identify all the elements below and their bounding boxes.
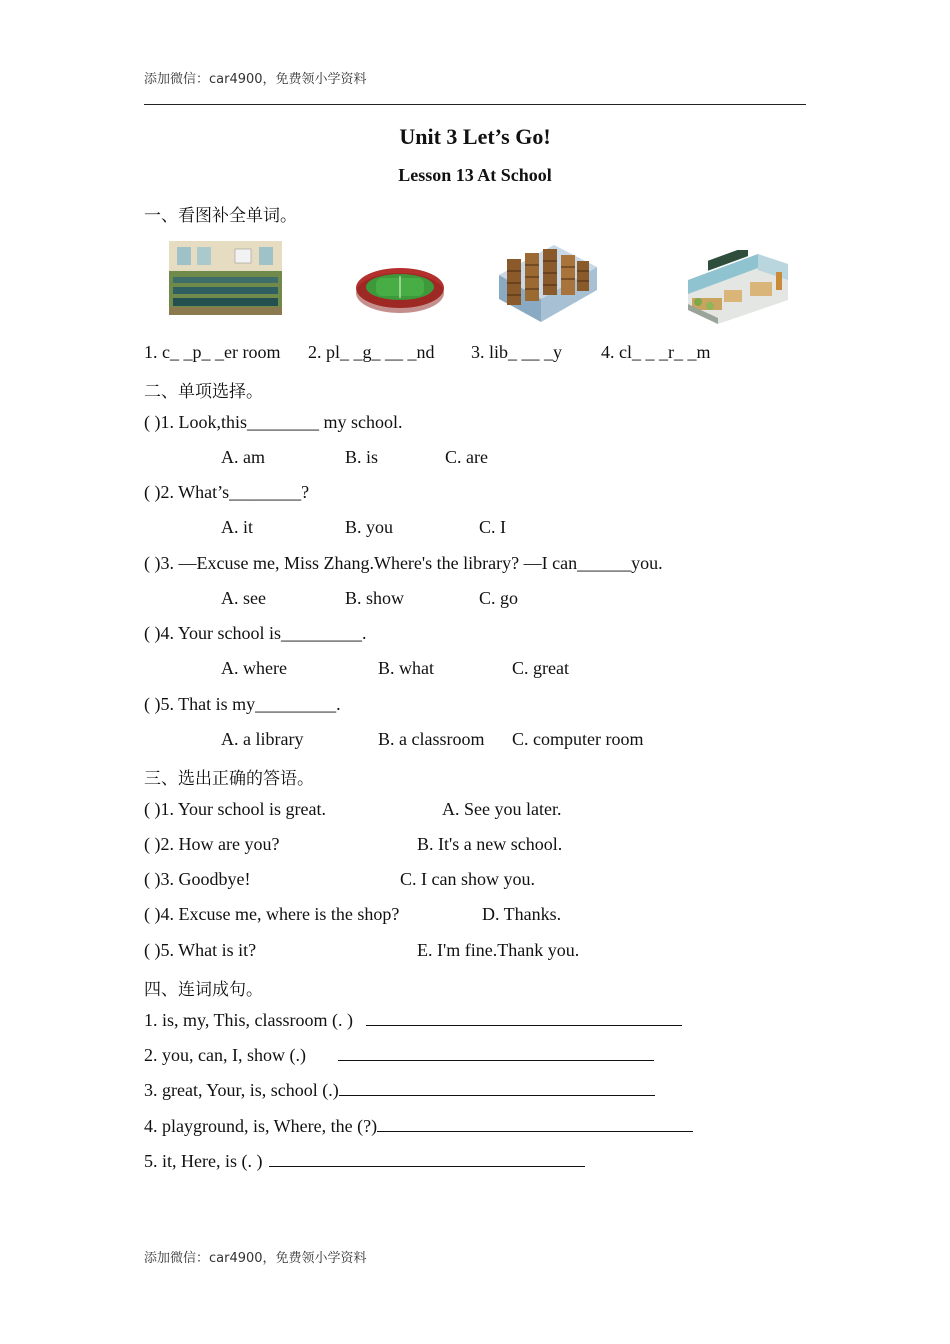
sentence-item-2: 2. you, can, I, show (.) xyxy=(144,1045,654,1066)
mc-option: C. I xyxy=(479,517,506,537)
unit-title: Unit 3 Let’s Go! xyxy=(399,124,551,149)
match-answer-b: B. It's a new school. xyxy=(417,834,563,854)
answer-line[interactable] xyxy=(339,1081,655,1096)
mc-option: B. show xyxy=(345,588,405,608)
answer-line[interactable] xyxy=(377,1117,693,1132)
section2-heading: 二、单项选择。 xyxy=(144,382,263,402)
match-answer-c: C. I can show you. xyxy=(400,869,535,889)
word-1: 1. c_ _p_ _er room xyxy=(144,342,281,362)
word-4: 4. cl_ _ _r_ _m xyxy=(601,342,711,362)
match-question-4: ( )4. Excuse me, where is the shop? xyxy=(144,904,400,924)
library-bookshelves-illustration xyxy=(499,245,597,322)
mc-option: A. see xyxy=(221,588,266,608)
mc-question-2: ( )2. What’s________? xyxy=(144,482,310,502)
match-answer-e: E. I'm fine.Thank you. xyxy=(417,940,580,960)
sentence-item-4: 4. playground, is, Where, the (?) xyxy=(144,1116,693,1137)
word-3: 3. lib_ __ _y xyxy=(471,342,563,362)
match-question-3: ( )3. Goodbye! xyxy=(144,869,251,889)
section4-heading: 四、连词成句。 xyxy=(144,980,263,1000)
mc-option: C. great xyxy=(512,658,569,678)
mc-option: B. you xyxy=(345,517,394,537)
header-note: 添加微信：car4900，免费领小学资料 xyxy=(144,72,367,87)
lesson-title: Lesson 13 At School xyxy=(398,165,552,185)
mc-option: C. are xyxy=(445,447,488,467)
mc-option: A. am xyxy=(221,447,265,467)
classroom-3d-illustration xyxy=(688,250,788,324)
mc-question-4: ( )4. Your school is_________. xyxy=(144,623,367,643)
sentence-item-5: 5. it, Here, is (. ) xyxy=(144,1151,585,1172)
mc-option: B. what xyxy=(378,658,434,678)
sentence-item-3: 3. great, Your, is, school (.) xyxy=(144,1080,655,1101)
answer-line[interactable] xyxy=(338,1046,654,1061)
mc-question-3: ( )3. —Excuse me, Miss Zhang.Where's the library? —I can______you. xyxy=(144,553,663,573)
match-question-2: ( )2. How are you? xyxy=(144,834,280,854)
mc-question-1: ( )1. Look,this________ my school. xyxy=(144,412,403,432)
computer-room-photo xyxy=(169,241,282,315)
match-question-5: ( )5. What is it? xyxy=(144,940,257,960)
match-answer-a: A. See you later. xyxy=(442,799,562,819)
mc-option: A. it xyxy=(221,517,254,537)
mc-question-5: ( )5. That is my_________. xyxy=(144,694,341,714)
word-2: 2. pl_ _g_ __ _nd xyxy=(308,342,435,362)
footer-note: 添加微信：car4900，免费领小学资料 xyxy=(144,1251,367,1266)
mc-option: B. a classroom xyxy=(378,729,485,749)
answer-line[interactable] xyxy=(366,1011,682,1026)
answer-line[interactable] xyxy=(269,1152,585,1167)
match-question-1: ( )1. Your school is great. xyxy=(144,799,326,819)
mc-option: A. a library xyxy=(221,729,304,749)
mc-option: C. computer room xyxy=(512,729,644,749)
mc-option: A. where xyxy=(221,658,287,678)
section1-heading: 一、看图补全单词。 xyxy=(144,206,297,226)
section3-heading: 三、选出正确的答语。 xyxy=(144,769,314,789)
mc-option: C. go xyxy=(479,588,519,608)
match-answer-d: D. Thanks. xyxy=(482,904,562,924)
mc-option: B. is xyxy=(345,447,379,467)
playground-track-illustration xyxy=(354,262,446,316)
sentence-item-1: 1. is, my, This, classroom (. ) xyxy=(144,1010,682,1031)
header-rule xyxy=(144,104,806,105)
